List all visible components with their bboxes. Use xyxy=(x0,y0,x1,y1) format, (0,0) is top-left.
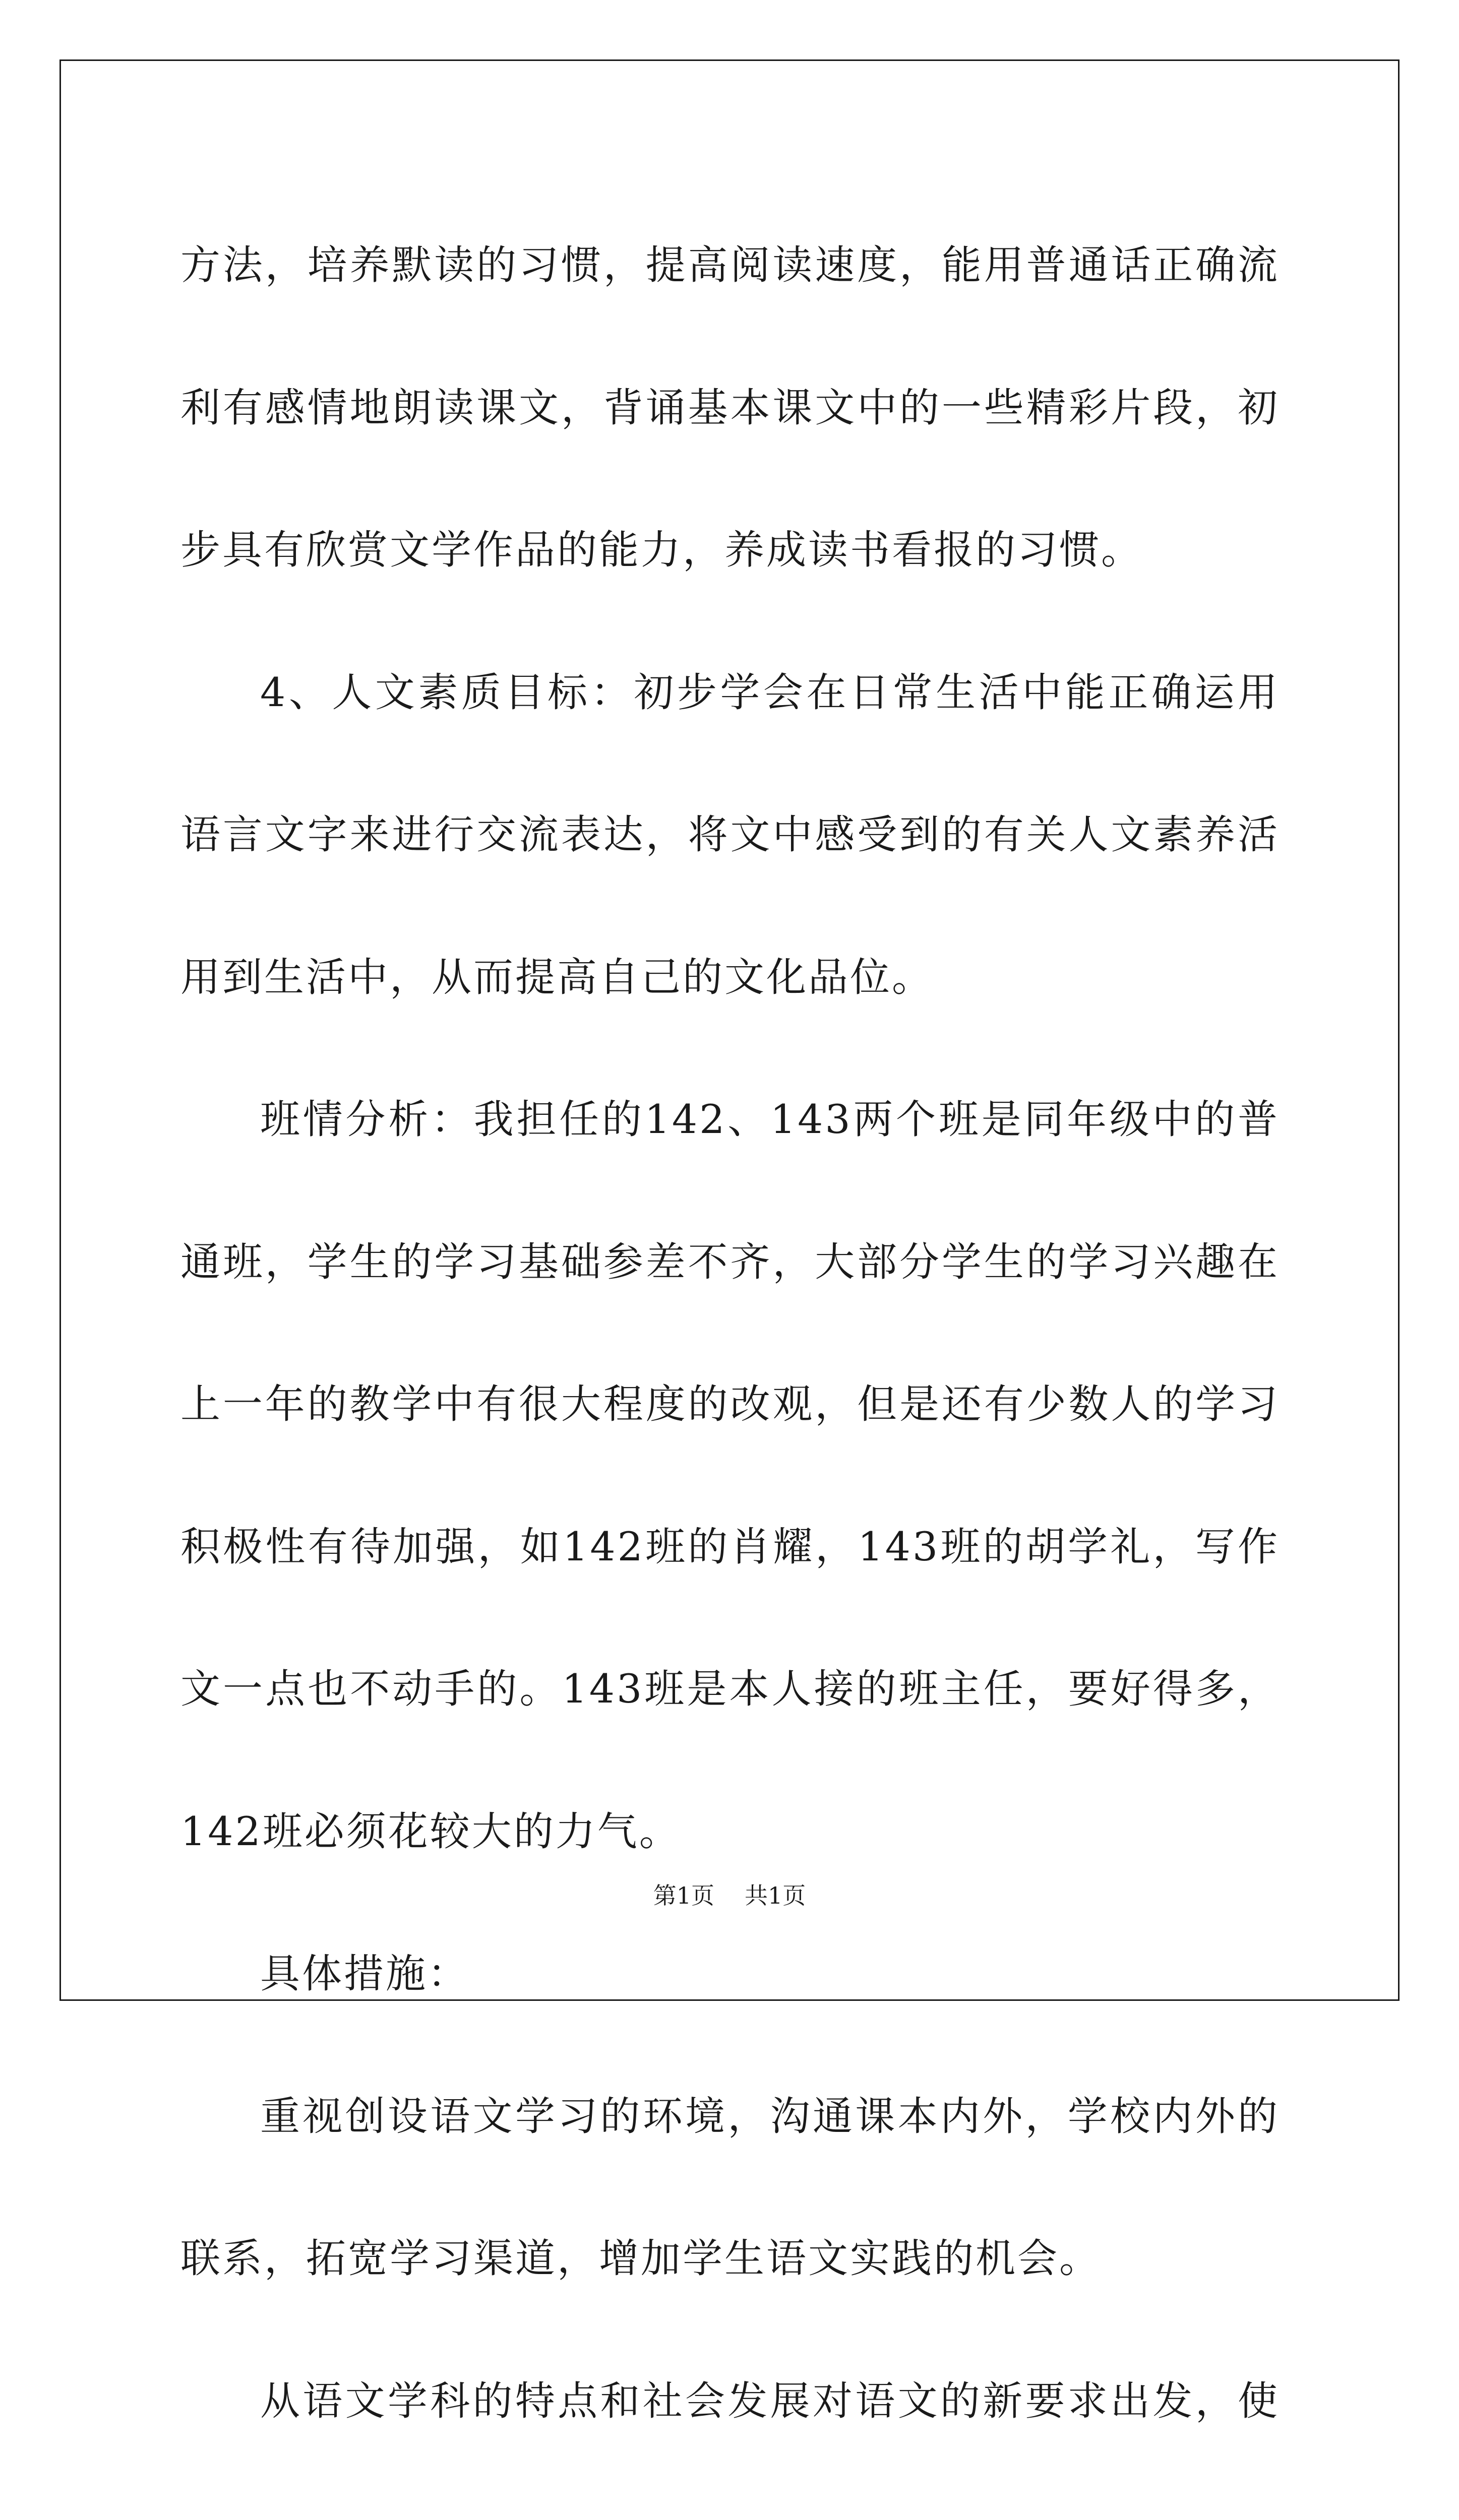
paragraph: 具体措施： xyxy=(180,1903,1280,2045)
paragraph: 4、人文素质目标：初步学会在日常生活中能正确运用语言文字来进行交流表达，将文中感受到的有关人文素养活用到生活中，从而提高自己的文化品位。 xyxy=(180,621,1280,1049)
page-footer xyxy=(0,1877,1459,1911)
paragraph: 从语文学科的特点和社会发展对语文的新要求出发，使 xyxy=(180,2330,1280,2520)
paragraph: 重视创设语文学习的环境，沟通课本内外，学校内外的联系，拓宽学习渠道，增加学生语文实践的机会。 xyxy=(180,2045,1280,2330)
page-count: 共1页 xyxy=(745,1882,806,1909)
document-body xyxy=(180,194,1280,2520)
paragraph: 班情分析：我担任的142、143两个班是同年级中的普通班，学生的学习基础参差不齐，大部分学生的学习兴趣在上一年的教学中有很大程度的改观，但是还有少数人的学习积极性有待加强，如142班的肖耀，143班的胡学礼，写作文一点也不动手的。143班是本人接的班主任，要好得多，142班必须花较大的力气。 xyxy=(180,1048,1280,1903)
page-number: 第1页 xyxy=(653,1882,714,1909)
paragraph: 方法，培养默读的习惯，提高阅读速度，能用普通话正确流利有感情地朗读课文，背诵基本课文中的一些精彩片段，初步具有欣赏文学作品的能力，养成读书看报的习惯。 xyxy=(180,194,1280,621)
